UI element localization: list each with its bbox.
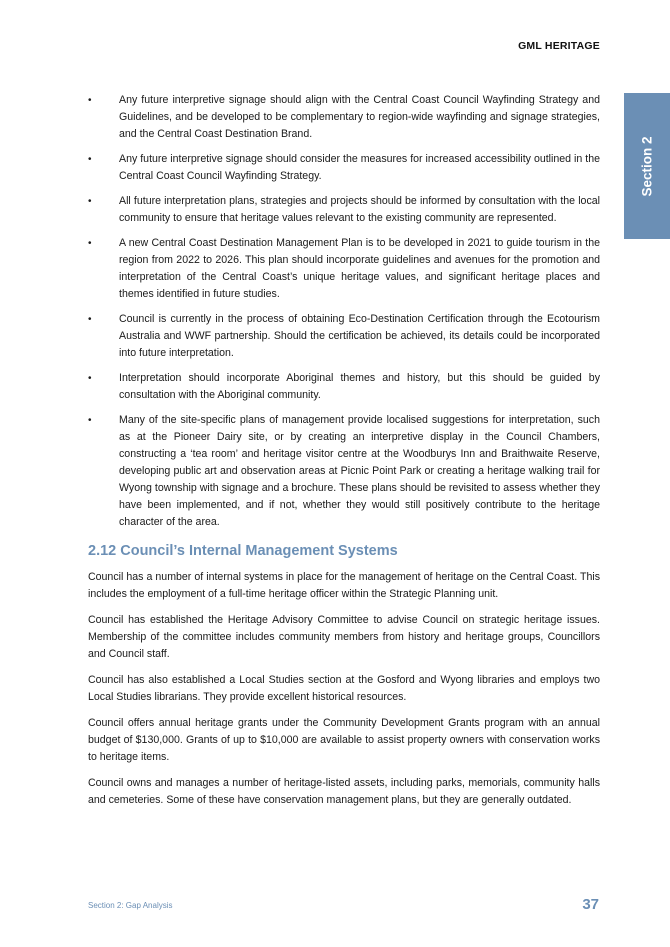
- page-content: [88, 92, 600, 818]
- list-item: • Any future interpretive signage should align with the Central Coast Council Wayfinding Strategy and Guidelines, and be developed to be complementary to region-wide wayfinding and signage strategies, and the Central Coast Destination Brand.: [88, 94, 600, 140]
- bullet-icon: •: [88, 196, 92, 207]
- bullet-icon: •: [88, 154, 92, 165]
- bullet-icon: •: [88, 314, 92, 325]
- body-paragraph: Council offers annual heritage grants under the Community Development Grants program with an annual budget of $130,000. Grants of up to $10,000 are available to assist property owners with conservation works to heritage items.: [88, 717, 600, 763]
- footer-section-label: Section 2: Gap Analysis: [88, 901, 173, 910]
- list-item: • Interpretation should incorporate Aboriginal themes and history, but this should be guided by consultation with the Aboriginal community.: [88, 372, 600, 401]
- bullet-icon: •: [88, 95, 92, 106]
- bullet-icon: •: [88, 238, 92, 249]
- section-heading: 2.12 Council’s Internal Management Systems: [88, 543, 398, 559]
- document-header: GML HERITAGE: [518, 40, 600, 52]
- body-paragraph: Council has also established a Local Studies section at the Gosford and Wyong libraries and employs two Local Studies librarians. They provide excellent historical resources.: [88, 674, 600, 703]
- body-paragraph: Council has established the Heritage Advisory Committee to advise Council on strategic heritage issues. Membership of the committee includes community members from history and heritage groups, Councillors and Council staff.: [88, 614, 600, 660]
- list-item: • A new Central Coast Destination Management Plan is to be developed in 2021 to guide tourism in the region from 2022 to 2026. This plan should incorporate guidelines and avenues for the promotion and interpretation of the Central Coast’s unique heritage values, and significant heritage places and themes identified in future studies.: [88, 237, 600, 300]
- list-item: • All future interpretation plans, strategies and projects should be informed by consultation with the local community to ensure that heritage values relevant to the existing community are represented.: [88, 195, 600, 224]
- section-tab: [624, 93, 670, 239]
- body-paragraph: Council owns and manages a number of heritage-listed assets, including parks, memorials, community halls and cemeteries. Some of these have conservation management plans, but they are generally outdated.: [88, 777, 600, 806]
- bullet-list: [88, 92, 600, 531]
- page-number: 37: [582, 896, 599, 913]
- list-item: • Many of the site-specific plans of management provide localised suggestions for interpretation, such as at the Pioneer Dairy site, or by creating an interpretive display in the Council Chambers, constructing a ‘tea room’ and heritage visitor centre at the Woodburys Inn and Braithwaite Reserve, developing public art and observation areas at Picnic Point Park or creating a heritage walking trail for Wyong township with signage and a brochure. These plans should be revisited to assess whether they have been implemented, and if not, whether they would still positively contribute to the heritage character of the area.: [88, 414, 600, 528]
- list-item: • Any future interpretive signage should consider the measures for increased accessibility outlined in the Central Coast Council Wayfinding Strategy.: [88, 153, 600, 182]
- section-tab-label: Section 2: [639, 135, 655, 197]
- bullet-icon: •: [88, 415, 92, 426]
- bullet-icon: •: [88, 373, 92, 384]
- list-item: • Council is currently in the process of obtaining Eco-Destination Certification through the Ecotourism Australia and WWF partnership. Should the certification be achieved, its details could be incorporated into future interpretation.: [88, 313, 600, 359]
- body-paragraph: Council has a number of internal systems in place for the management of heritage on the Central Coast. This includes the employment of a full-time heritage officer within the Strategic Planning unit.: [88, 571, 600, 600]
